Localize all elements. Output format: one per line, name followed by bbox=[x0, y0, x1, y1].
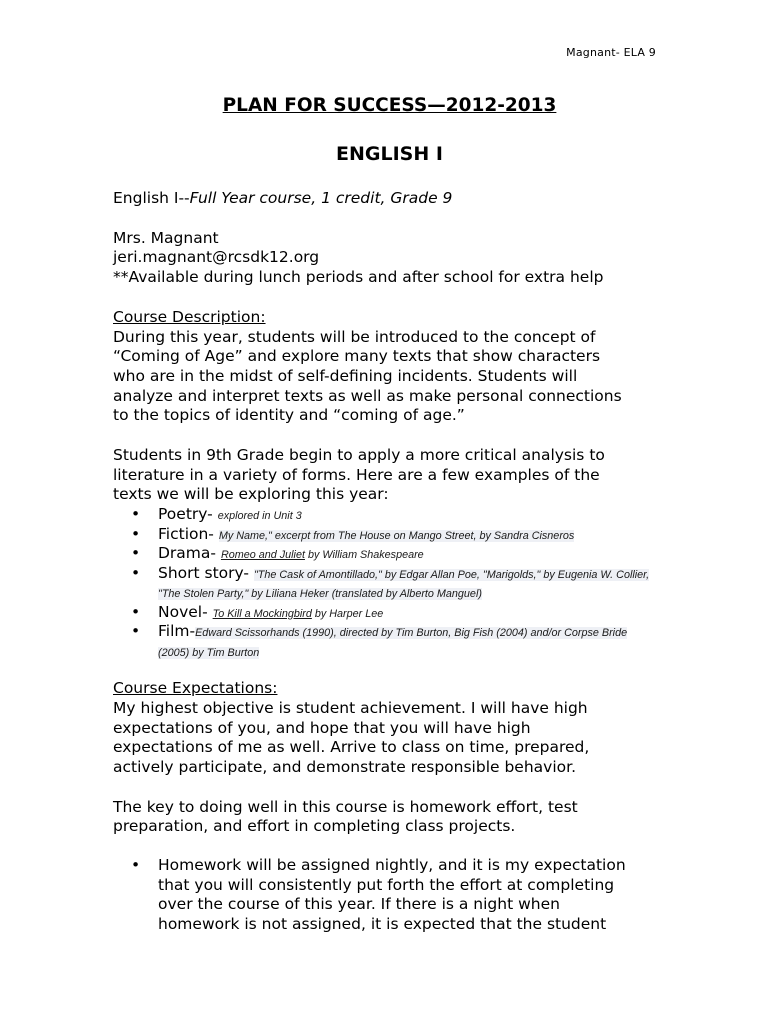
teacher-email: jeri.magnant@rcsdk12.org bbox=[113, 248, 320, 267]
description-line: who are in the midst of self-defining incidents. Students will bbox=[113, 366, 578, 385]
homework-line: Homework will be assigned nightly, and it is my expectation bbox=[158, 856, 626, 875]
bullet-icon: • bbox=[131, 563, 141, 582]
text-genre-label: Fiction- bbox=[158, 524, 219, 543]
section-heading: Course Description: bbox=[113, 307, 266, 326]
list-item bbox=[131, 564, 658, 603]
expectations-line: expectations of you, and hope that you will have high bbox=[113, 718, 531, 737]
description-line: analyze and interpret texts as well as make personal connections bbox=[113, 386, 622, 405]
text-detail: Romeo and Juliet bbox=[220, 549, 305, 562]
text-genre-label: Drama- bbox=[158, 544, 221, 563]
availability-note: **Available during lunch periods and after school for extra help bbox=[113, 268, 604, 287]
list-item bbox=[131, 603, 658, 623]
bullet-icon: • bbox=[131, 524, 141, 543]
texts-list bbox=[113, 505, 658, 661]
list-item bbox=[131, 856, 658, 935]
homework-line: that you will consistently put forth the effort at completing bbox=[158, 875, 615, 894]
text-detail: "The Cask of Amontillado," by Edgar Allan Poe, "Marigolds," by Eugenia W. Collier, "The Stolen Party," by Liliana Heker (translated by Alberto Manguel) bbox=[158, 568, 650, 601]
description-line: “Coming of Age” and explore many texts that show characters bbox=[113, 347, 601, 366]
text-genre-label: Novel- bbox=[158, 602, 213, 621]
document-body bbox=[113, 93, 658, 935]
teacher-name: Mrs. Magnant bbox=[113, 228, 219, 247]
page-title: PLAN FOR SUCCESS—2012-2013 bbox=[222, 95, 557, 116]
bullet-icon: • bbox=[131, 544, 141, 563]
bullet-icon: • bbox=[131, 505, 141, 524]
homework-line: over the course of this year. If there is a night when bbox=[158, 895, 560, 914]
texts-intro-line: Students in 9th Grade begin to apply a more critical analysis to bbox=[113, 446, 605, 465]
text-detail: Edward Scissorhands (1990), directed by Tim Burton, Big Fish (2004) and/or Corpse Bride (2005) by Tim Burton bbox=[158, 627, 628, 659]
text-genre-label: Film- bbox=[158, 622, 196, 641]
expectations-line: My highest objective is student achievement. I will have high bbox=[113, 698, 588, 717]
texts-intro bbox=[113, 446, 658, 505]
description-line: to the topics of identity and “coming of age.” bbox=[113, 406, 465, 425]
texts-intro-line: texts we will be exploring this year: bbox=[113, 485, 389, 504]
text-detail: To Kill a Mockingbird bbox=[212, 607, 312, 620]
course-info-line: English I--Full Year course, 1 credit, Grade 9 bbox=[113, 189, 453, 207]
text-detail: explored in Unit 3 bbox=[217, 510, 302, 523]
list-item bbox=[131, 622, 658, 661]
section-heading: Course Expectations: bbox=[113, 679, 278, 698]
list-item bbox=[131, 544, 658, 564]
bullet-icon: • bbox=[131, 856, 141, 875]
description-line: During this year, students will be introduced to the concept of bbox=[113, 327, 596, 346]
key-line: preparation, and effort in completing class projects. bbox=[113, 817, 516, 836]
text-genre-label: Short story- bbox=[158, 563, 254, 582]
expectations-list bbox=[113, 856, 658, 935]
page-header: Magnant- ELA 9 bbox=[566, 46, 656, 59]
key-paragraph bbox=[113, 798, 658, 837]
text-detail: My Name," excerpt from The House on Mango Street, by Sandra Cisneros bbox=[218, 529, 575, 542]
texts-intro-line: literature in a variety of forms. Here are a few examples of the bbox=[113, 465, 600, 484]
homework-line: homework is not assigned, it is expected that the student bbox=[158, 915, 607, 934]
contact-block bbox=[113, 229, 658, 288]
bullet-icon: • bbox=[131, 622, 141, 641]
course-description bbox=[113, 308, 658, 426]
bullet-icon: • bbox=[131, 602, 141, 621]
key-line: The key to doing well in this course is homework effort, test bbox=[113, 797, 578, 816]
expectations-line: expectations of me as well. Arrive to class on time, prepared, bbox=[113, 738, 590, 757]
text-detail: by William Shakespeare bbox=[304, 549, 424, 562]
expectations-line: actively participate, and demonstrate responsible behavior. bbox=[113, 757, 576, 776]
course-title: ENGLISH I bbox=[336, 143, 443, 165]
list-item bbox=[131, 505, 658, 525]
list-item bbox=[131, 525, 658, 545]
text-detail: by Harper Lee bbox=[311, 607, 384, 620]
course-expectations bbox=[113, 679, 658, 778]
text-genre-label: Poetry- bbox=[158, 505, 218, 524]
